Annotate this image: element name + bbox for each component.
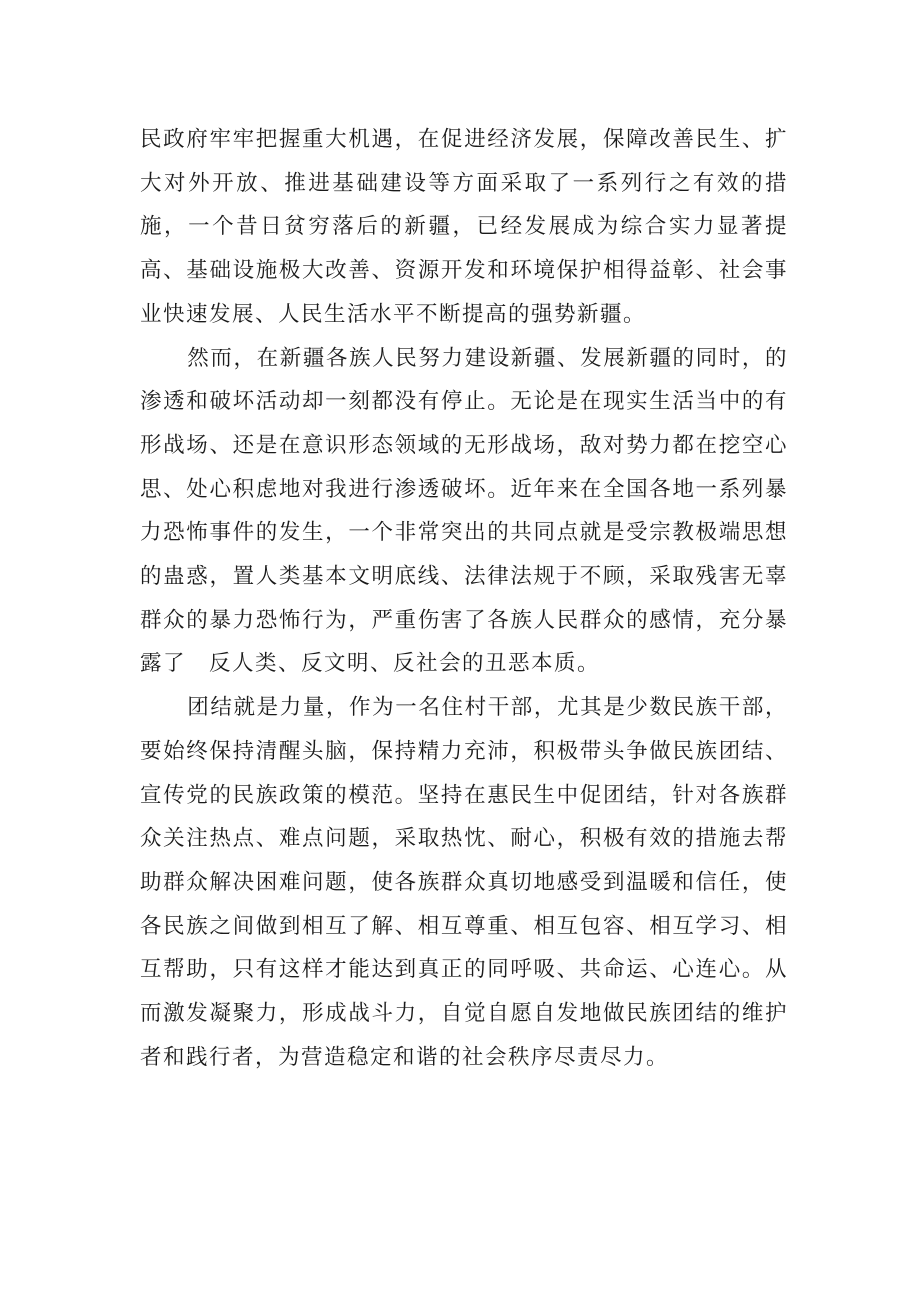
paragraph-unity: 团结就是力量，作为一名住村干部，尤其是少数民族干部，要始终保持清醒头脑，保持精力充沛，积极带头争做民族团结、宣传党的民族政策的模范。坚持在惠民生中促团结，针对各族群众关注热点、难点问题，采取热忱、耐心，积极有效的措施去帮助群众解决困难问题，使各族群众真切地感受到温暖和信任，使各民族之间做到相互了解、相互尊重、相互包容、相互学习、相互帮助，只有这样才能达到真正的同呼吸、共命运、心连心。从而激发凝聚力，形成战斗力，自觉自愿自发地做民族团结的维护者和践行者，为营造稳定和谐的社会秩序尽责尽力。 [140, 695, 788, 1070]
paragraph-infiltration: 然而，在新疆各族人民努力建设新疆、发展新疆的同时，的渗透和破坏活动却一刻都没有停止。无论是在现实生活当中的有形战场、还是在意识形态领域的无形战场，敌对势力都在挖空心思、处心积虑地对我进行渗透破坏。近年来在全国各地一系列暴力恐怖事件的发生，一个非常突出的共同点就是受宗教极端思想的蛊惑，置人类基本文明底线、法律法规于不顾，采取残害无辜群众的暴力恐怖行为，严重伤害了各族人民群众的感情，充分暴露了 反人类、反文明、反社会的丑恶本质。 [140, 345, 788, 677]
paragraph-continuation: 民政府牢牢把握重大机遇，在促进经济发展，保障改善民生、扩大对外开放、推进基础建设等方面采取了一系列行之有效的措施，一个昔日贫穷落后的新疆，已经发展成为综合实力显著提高、基础设施极大改善、资源开发和环境保护相得益彰、社会事业快速发展、人民生活水平不断提高的强势新疆。 [140, 127, 788, 327]
document-body [140, 118, 788, 1079]
